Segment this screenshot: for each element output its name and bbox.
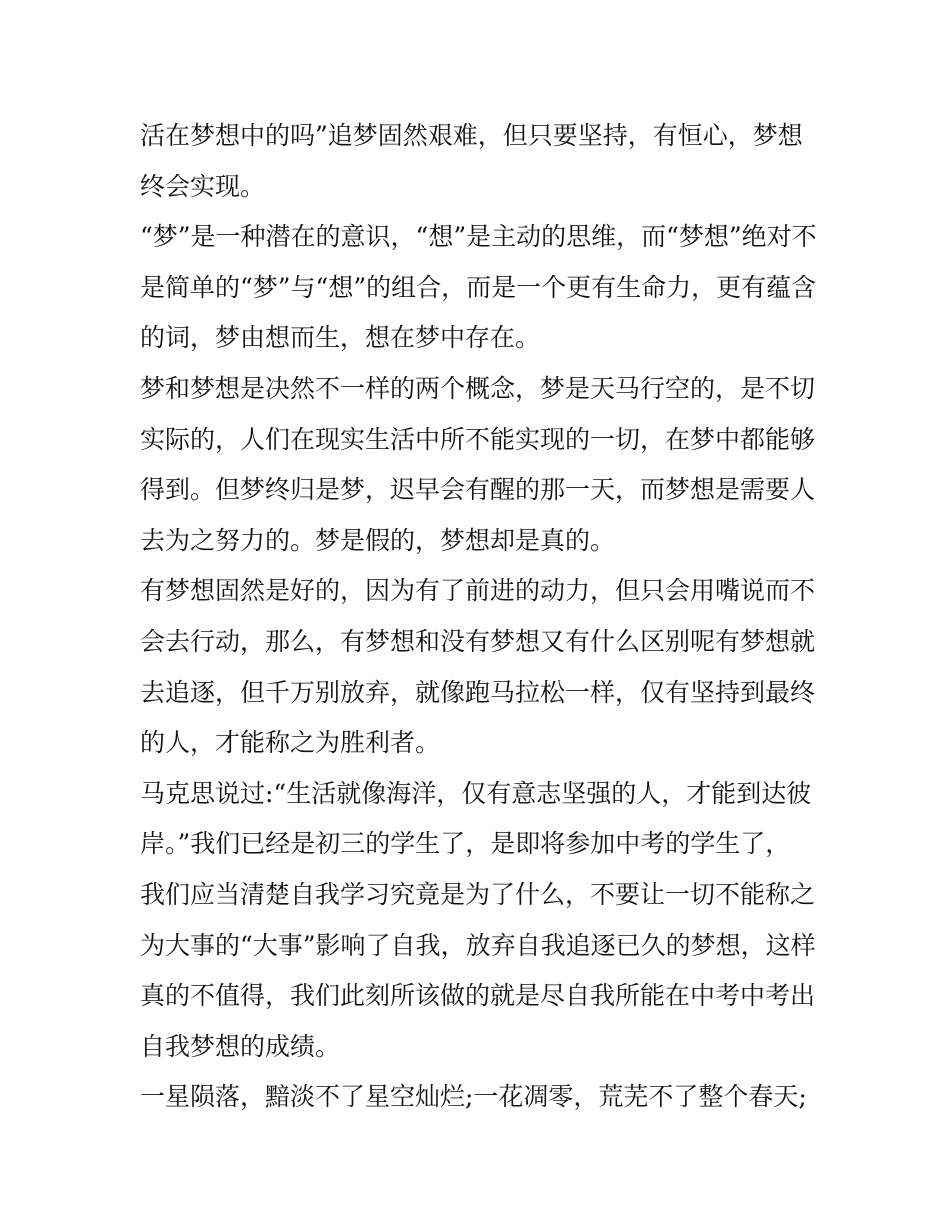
text-line: 活在梦想中的吗”追梦固然艰难，但只要坚持，有恒心，梦想 bbox=[140, 121, 803, 150]
text-line: 岸。”我们已经是初三的学生了，是即将参加中考的学生了， bbox=[140, 829, 791, 859]
text-line: 去为之努力的。梦是假的，梦想却是真的。 bbox=[140, 525, 616, 555]
document-page bbox=[140, 111, 820, 1123]
text-line: “梦”是一种潜在的意识，“想”是主动的思维，而“梦想”绝对不 bbox=[140, 222, 817, 252]
text-line: 得到。但梦终归是梦，迟早会有醒的那一天，而梦想是需要人 bbox=[140, 475, 816, 505]
text-line: 一星陨落，黯淡不了星空灿烂;一花凋零，荒芜不了整个春天; bbox=[140, 1082, 807, 1112]
text-line: 会去行动，那么，有梦想和没有梦想又有什么区别呢有梦想就 bbox=[140, 626, 816, 656]
text-line: 的词，梦由想而生，想在梦中存在。 bbox=[140, 323, 541, 353]
text-line: 真的不值得，我们此刻所该做的就是尽自我所能在中考中考出 bbox=[140, 981, 816, 1011]
text-line: 实际的，人们在现实生活中所不能实现的一切，在梦中都能够 bbox=[140, 424, 816, 454]
text-line: 我们应当清楚自我学习究竟是为了什么，不要让一切不能称之 bbox=[140, 879, 816, 909]
text-line: 是简单的“梦”与“想”的组合，而是一个更有生命力，更有蕴含 bbox=[140, 272, 817, 302]
text-line: 为大事的“大事”影响了自我，放弃自我追逐已久的梦想，这样 bbox=[140, 930, 816, 960]
text-line: 梦和梦想是决然不一样的两个概念，梦是天马行空的，是不切 bbox=[140, 373, 816, 403]
text-line: 马克思说过:“生活就像海洋，仅有意志坚强的人，才能到达彼 bbox=[140, 778, 812, 808]
text-line: 去追逐，但千万别放弃，就像跑马拉松一样，仅有坚持到最终 bbox=[140, 677, 816, 707]
text-line: 的人，才能称之为胜利者。 bbox=[140, 728, 441, 758]
text-line: 自我梦想的成绩。 bbox=[140, 1031, 341, 1061]
text-line: 终会实现。 bbox=[140, 171, 266, 201]
text-line: 有梦想固然是好的，因为有了前进的动力，但只会用嘴说而不 bbox=[140, 576, 816, 606]
